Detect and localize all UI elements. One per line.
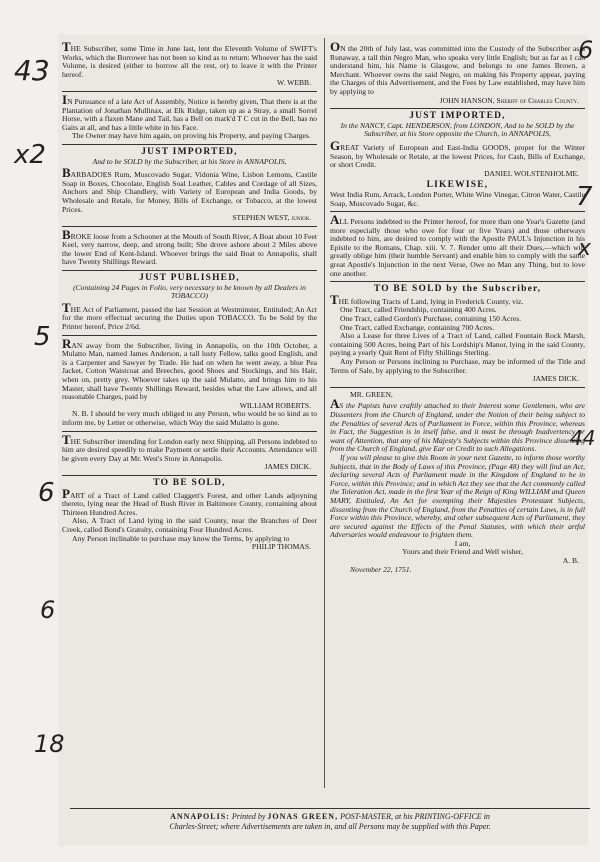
- ad-signature: JAMES DICK.: [264, 462, 311, 472]
- divider: [62, 91, 317, 92]
- divider: [62, 431, 317, 432]
- divider: [330, 211, 585, 212]
- divider: [330, 108, 585, 109]
- ad-text: HE Subscriber intending for London early next Shipping, all Persons indebted to him are desired speedily to make Payment or settle their Accounts. Attendance will be given every Day at Mr. West's Store in Annapolis.: [62, 436, 317, 463]
- ad-note: N. B. I should be very much obliged to any Person, who would be so kind as to inform me, by Letter or otherwise, which Way the said Mulatto is gone.: [62, 409, 317, 427]
- footer-rule: [70, 808, 590, 809]
- margin-note: x2: [14, 140, 46, 170]
- ad-signature: PHILIP THOMAS.: [251, 542, 311, 552]
- ad-text-2: West India Rum, Arrack, London Porter, White Wine Vinegar, Citron Water, Castile Soap, Muscovado Sugar, &c.: [330, 189, 585, 208]
- divider: [62, 144, 317, 145]
- ad-text-3: Any Person inclinable to purchase may know the Terms, by applying to: [72, 533, 290, 543]
- ad-text: REAT Variety of European and East-India GOODS, proper for the Winter Season, by Wholesale or Retale, at the lowest Prices, for Cash, Bills of Exchange, or short Credit.: [330, 142, 585, 170]
- ad-committed-negro: ON the 20th of July last, was committed into the Custody of the Subscriber as a Runaway, a tall thin Negro Man, who speaks very little English; but as far as I can understand him, his Name is Glasgow, and belongs to one James Brown, a Merchant. Whoever owns the said Negro, on making his Property appear, paying the Charges of this Advertisement, and the Fees by Law established, may have him by applying to JOHN HANSON, Sheriff of Charles County.: [330, 39, 585, 105]
- ad-land-sale: TO BE SOLD, PART of a Tract of Land called Claggett's Forest, and other Lands adjoyning thereto, lying near the Head of Bush River in Baltimore County, containing about Thirteen Hundred Acres. Also, A Tract of Land lying in the said County, near the Branches of Deer Creek, called Bond's Gratuity, containing Four Hundred Acres. Any Person inclinable to purchase may know the Terms, by applying to PHILIP THOMAS.: [62, 477, 317, 552]
- ad-signature: JAMES DICK.: [532, 374, 579, 384]
- ad-just-published: JUST PUBLISHED, (Containing 24 Pages in Folio, very necessary to be known by all Dealers in TOBACCO) THE Act of Parliament, passed the last Session at Westminster, Entituled; An Act for the more effectual securing the Duties upon TOBACCO. To be Sold by the Printer hereof, Price 2/6d.: [62, 273, 317, 332]
- ad-heading: TO BE SOLD,: [153, 477, 226, 488]
- ad-signature: WILLIAM ROBERTS.: [239, 400, 311, 410]
- ad-item: One Tract, called Exchange, containing 700 Acres.: [340, 322, 495, 332]
- ad-text: AN away from the Subscriber, living in Annapolis, on the 10th October, a Mulatto Man, named James Anderson, a tall lusty Fellow, talks good English, and is a Carpenter and Sawyer by Trade. He had on when he went away, a blue Pea Jacket, Cotton Waistcoat and Breeches, good Shoes and Stockings, and his Hair, when on, pretty grey. Whoever takes up the said Mulatto, and brings him to his Master, shall have Twenty Shillings Reward, besides what the Law allows, and all reasonable Charges, paid by: [62, 340, 317, 402]
- ad-text: HE Act of Parliament, passed the last Session at Westminster, Entituled; An Act for the more effectual securing the Duties upon TOBACCO. To be Sold by the Printer hereof, Price 2/6d.: [62, 304, 317, 332]
- margin-note: 6: [40, 596, 56, 624]
- newspaper-page: [58, 34, 588, 846]
- right-column: [330, 39, 585, 577]
- ad-text: LL Persons indebted to the Printer hereof, for more than one Year's Gazette (and more especially those who owe for four or five Years) and those otherways indebted to him, are desired to comply with the Apostle PAUL's Injunction in his Epistle to the Romans, Chap. xiii. V. 7. Render unto all their Dues,—which will greatly oblige him (their humble Servant) and enable him to comply with the same great Apostle's Injunction in the next Verse, Owe no Man any Thing, but to love one another.: [330, 217, 585, 278]
- ad-signature: DANIEL WOLSTENHOLME.: [484, 168, 579, 178]
- colophon-line-2: Charles-Street; where Advertisements are taken in, and all Persons may be supplied with this Paper.: [169, 822, 491, 831]
- ad-signature: W. WEBB.: [277, 78, 311, 88]
- column-divider: [324, 38, 325, 788]
- ad-item: One Tract, called Gordon's Purchase, containing 150 Acres.: [340, 314, 522, 324]
- ad-stray-horse: IN Pursuance of a late Act of Assembly, Notice is hereby given, That there is at the Plantation of Jonathan Mullinax, at Elk Ridge, taken up as a Stray, a small Sorrel Horse, with a flaxen Mane and Tail, has a Bell on mark'd T C cut in the Bell, has no Gaits at all, and has a little white in his Face. The Owner may have him again, on proving his Property, and paying Charges.: [62, 91, 317, 141]
- ad-runaway-mulatto: RAN away from the Subscriber, living in Annapolis, on the 10th October, a Mulatto Man, named James Anderson, a tall lusty Fellow, talks good English, and is a Carpenter and Sawyer by Trade. He had on when he went away, a blue Pea Jacket, Cotton Waistcoat and Breeches, good Shoes and Stockings, and his Hair, when on, pretty grey. Whoever takes up the said Mulatto, and brings him to his Master, shall have Twenty Shillings Reward, besides what the Law allows, and all reasonable Charges, paid by WILLIAM ROBERTS. N. B. I should be very much obliged to any Person, who would be so kind as to inform me, by Letter or otherwise, which Way the said Mulatto is gone.: [62, 335, 317, 427]
- letter-to-green: MR. GREEN, AS the Papists have craftily attached to their Interest some Gentlemen, who are Dissenters from the Church of England, under the Notion of their being subject to the Penalties of several Acts of Parliament in Force, within this Province, whereas in Fact, the Suggestion is in itself false, and it must be through Inadvertency or want of Attention, that any of his Majesty's Subjects within this Province dissenting from the Church of England, give Ear or Credit to such Allegations. If you will please to give this Room in your next Gazette, to inform those worthy Subjects, that in the Body of Laws of this Province, (Page 48) they will find an Act, declaring several Acts of Parliament made in the Kingdom of England to be in Force, within this Province; and in which Act they see that the Act commonly called the Toleration Act, made in the first Year of the Reign of King WILLIAM and Queen MARY, Entituled, An Act for exempting their Majesties Protestant Subjects, dissenting from the Church of England, from the Penalties of certain Laws, is in full Force within this Province, whereby, and other subsequent Acts of Parliament, they are secured against the Effects of the Penal Statutes, with which their artful Adversaries would endeavour to frighten them. I am, Yours and their Friend and Well wisher, A. B. November 22, 1751.: [330, 389, 585, 574]
- ad-text: N the 20th of July last, was committed into the Custody of the Subscriber as a Runaway, a tall thin Negro Man, who speaks very little English; but as far as I can understand him, his Name is Glasgow, and belongs to one James Brown, a Merchant. Whoever owns the said Negro, on making his Property appear, paying the Charges of this Advertisement, and the Fees by Law established, may have him by applying to: [330, 44, 585, 96]
- ad-west-imported: JUST IMPORTED, And to be SOLD by the Subscriber, at his Store in ANNAPOLIS, BARBADOES Rum, Muscovado Sugar, Vidonia Wine, Lisbon Lemons, Castile Soap in Boxes, Chocolate, English Soal Leather, Cables and Cordage of all Sizes, Anchors and Ship Chandlery, with Variety of European and India Goods, by Wholesale and Retale, for Money, Bills of Exchange, or Tobacco, at the lowest Prices. STEPHEN WEST, junior.: [62, 146, 317, 223]
- letter-date: November 22, 1751.: [350, 564, 412, 574]
- letter-closing-1: I am,: [454, 538, 471, 548]
- ad-nancy-imported: JUST IMPORTED, In the NANCY, Capt. HENDERSON, from LONDON, And to be SOLD by the Subscriber, at his Store opposite the Church, in ANNAPOLIS, GREAT Variety of European and East-India GOODS, proper for the Winter Season, by Wholesale or Retale, at the lowest Prices, for Cash, Bills of Exchange, or short Credit. DANIEL WOLSTENHOLME. LIKEWISE, West India Rum, Arrack, London Porter, White Wine Vinegar, Citron Water, Castile Soap, Muscovado Sugar, &c.: [330, 111, 585, 208]
- colophon-line-1: ANNAPOLIS: Printed by JONAS GREEN, POST-MASTER, at his PRINTING-OFFICE in: [170, 812, 490, 821]
- left-column: [62, 39, 317, 555]
- ad-heading: TO BE SOLD by the Subscriber,: [373, 284, 542, 295]
- letter-text-2: If you will please to give this Room in your next Gazette, to inform those worthy Subjects, that in the Body of Laws of this Province, (Page 48) they will find an Act, declaring several Acts of Parliament made in the Kingdom of England to be in Force, within this Province; and in which Act they see that the Act commonly called the Toleration Act, made in the first Year of the Reign of King WILLIAM and Queen MARY, Entituled, An Act for exempting their Majesties Protestant Subjects, dissenting from the Church of England, from the Penalties of certain Laws, is in full Force within this Province, whereby, and other subsequent Acts of Parliament, they are secured against the Effects of the Penal Statutes, with which their artful Adversaries would endeavour to frighten them.: [330, 452, 585, 540]
- ad-swift-volume: THE Subscriber, some Time in June last, lent the Eleventh Volume of SWIFT's Works, which the Borrower has not been so kind as to return: Whoever has the said Volume, is desired (either to borrow all the rest, or) to leave it with the Printer hereof. W. WEBB.: [62, 39, 317, 88]
- ad-boat-loose: BROKE loose from a Schooner at the Mouth of South River, A Boat about 10 Feet Keel, very narrow, deep, and strong built; She drove ashore about 2 Miles above the lower End of Kent-Island. Whoever brings the said Boat to Annapolis, shall have Twenty Shillings Reward.: [62, 226, 317, 267]
- ad-subheading: (Containing 24 Pages in Folio, very necessary to be known by all Dealers in TOBACCO): [73, 282, 306, 301]
- ad-printer-debts: ALL Persons indebted to the Printer hereof, for more than one Year's Gazette (and more especially those who owe for four or five Years) and those otherways indebted to him, are desired to comply with the Apostle PAUL's Injunction in his Epistle to the Romans, Chap. xiii. V. 7. Render unto all their Dues,—which will greatly oblige him (their humble Servant) and enable him to comply with the same great Apostle's Injunction in the next Verse, Owe no Man any Thing, but to love one another.: [330, 212, 585, 278]
- ad-dick-london: THE Subscriber intending for London early next Shipping, all Persons indebted to him are desired speedily to make Payment or settle their Accounts. Attendance will be given every Day at Mr. West's Store in Annapolis. JAMES DICK.: [62, 431, 317, 472]
- letter-closing-2: Yours and their Friend and Well wisher,: [402, 547, 523, 557]
- ad-text: HE following Tracts of Land, lying in Frederick County, viz.: [338, 296, 524, 306]
- divider: [330, 281, 585, 282]
- margin-note: 6: [578, 36, 594, 64]
- ad-text: ARBADOES Rum, Muscovado Sugar, Vidonia Wine, Lisbon Lemons, Castile Soap in Boxes, Chocolate, English Soal Leather, Cables and Cordage of all Sizes, Anchors and Ship Chandlery, with Variety of European and India Goods, by Wholesale and Retale, for Money, Bills of Exchange, or Tobacco, at the lowest Prices.: [62, 170, 317, 214]
- letter-text: S the Papists have craftily attached to their Interest some Gentlemen, who are Dissenters from the Church of England, under the Notion of their being subject to the Penalties of several Acts of Parliament in Force, within this Province, whereas in Fact, the Suggestion is in itself false, and it must be through Inadvertency or want of Attention, that any of his Majesty's Subjects within this Province dissenting from the Church of England, give Ear or Credit to such Allegations.: [330, 401, 585, 454]
- ad-frederick-land: TO BE SOLD by the Subscriber, THE following Tracts of Land, lying in Frederick County, viz. One Tract, called Friendship, containing 400 Acres. One Tract, called Gordon's Purchase, containing 150 Acres. One Tract, called Exchange, containing 700 Acres. Also a Lease for three Lives of a Tract of Land, called Fountain Rock Marsh, containing 500 Acres, being Part of his Lordship's Manor, lying in the said County, paying a yearly Quit Rent of Fifty Shillings Sterling. Any Person or Persons inclining to Purchase, may be informed of the Title and Terms of Sale, by applying to the Subscriber. JAMES DICK.: [330, 284, 585, 384]
- ad-heading: JUST PUBLISHED,: [139, 273, 240, 284]
- ad-heading: JUST IMPORTED,: [141, 146, 238, 157]
- ad-signature: JOHN HANSON, Sheriff of Charles County.: [439, 95, 579, 105]
- margin-note: 5: [34, 322, 51, 352]
- letter-salutation: MR. GREEN,: [350, 389, 393, 399]
- margin-note: x: [578, 236, 592, 261]
- ad-text-3: Any Person or Persons inclining to Purchase, may be informed of the Title and Terms of Sale, by applying to the Subscriber.: [330, 357, 585, 375]
- margin-note: 18: [34, 730, 65, 758]
- divider: [330, 387, 585, 388]
- divider: [62, 475, 317, 476]
- margin-note: 43: [14, 54, 50, 87]
- ad-text-2: Also a Lease for three Lives of a Tract of Land, called Fountain Rock Marsh, containing 500 Acres, being Part of his Lordship's Manor, lying in the said County, paying a yearly Quit Rent of Fifty Shillings Sterling.: [330, 331, 585, 358]
- colophon: [70, 812, 590, 832]
- ad-subheading: And to be SOLD by the Subscriber, at his Store in ANNAPOLIS,: [92, 156, 287, 166]
- margin-note: 7: [576, 182, 593, 212]
- margin-note: 6: [38, 478, 55, 508]
- ad-signature: STEPHEN WEST, junior.: [232, 213, 311, 223]
- ad-likewise: LIKEWISE,: [426, 180, 489, 191]
- margin-note: 44: [570, 426, 596, 450]
- ad-text: ROKE loose from a Schooner at the Mouth of South River, A Boat about 10 Feet Keel, very narrow, deep, and strong built; She drove ashore about 2 Miles above the lower End of Kent-Island. Whoever brings the said Boat to Annapolis, shall have Twenty Shillings Reward.: [62, 231, 317, 267]
- ad-item: One Tract, called Friendship, containing 400 Acres.: [340, 305, 497, 315]
- divider: [62, 226, 317, 227]
- ad-text: ART of a Tract of Land called Claggett's Forest, and other Lands adjoyning thereto, lying near the Head of Bush River in Baltimore County, containing about Thirteen Hundred Acres.: [62, 490, 317, 517]
- ad-subheading: In the NANCY, Capt. HENDERSON, from LONDON, And to be SOLD by the Subscriber, at his Store opposite the Church, in ANNAPOLIS,: [340, 120, 575, 139]
- ad-text-2: The Owner may have him again, on proving his Property, and paying Charges.: [72, 131, 311, 141]
- ad-text-2: Also, A Tract of Land lying in the said County, near the Branches of Deer Creek, called Bond's Gratuity, containing Four Hundred Acres.: [62, 516, 317, 534]
- divider: [62, 270, 317, 271]
- ad-text: HE Subscriber, some Time in June last, lent the Eleventh Volume of SWIFT's Works, which the Borrower has not been so kind as to return: Whoever has the said Volume, is desired (either to borrow all the rest, or) to leave it with the Printer hereof.: [62, 44, 317, 79]
- ad-text: N Pursuance of a late Act of Assembly, Notice is hereby given, That there is at the Plantation of Jonathan Mullinax, at Elk Ridge, taken up as a Stray, a small Sorrel Horse, with a flaxen Mane and Tail, has a Bell on mark'd T C cut in the Bell, has no Gaits at all, and has a little white in his Face.: [62, 96, 317, 132]
- letter-initials: A. B.: [562, 556, 579, 566]
- ad-heading: JUST IMPORTED,: [409, 111, 506, 122]
- divider: [62, 335, 317, 336]
